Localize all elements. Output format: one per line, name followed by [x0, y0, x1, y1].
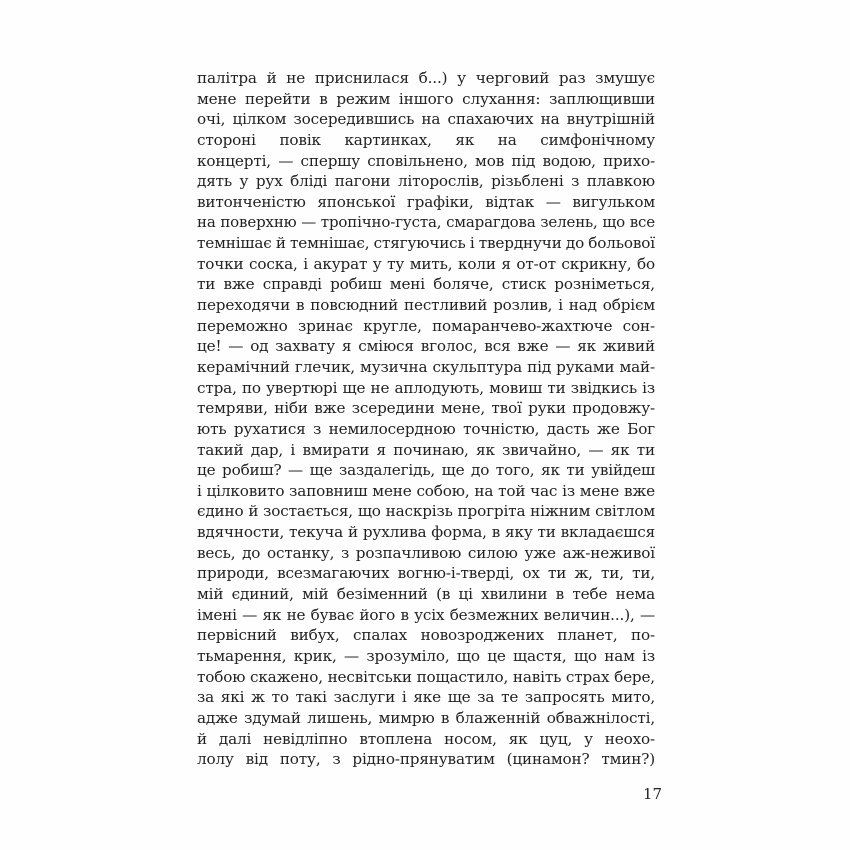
text-line: переможно зринає кругле, помаранчево-жахтюче сон-	[197, 316, 655, 335]
text-line: мене перейти в режим іншого слухання: заплющивши	[197, 89, 655, 108]
text-line: за які ж то такі заслуги і яке ще за те запросять мито,	[197, 688, 655, 707]
text-line: лолу від поту, з рідно-прянуватим (цинамон? тмин?)	[197, 750, 655, 769]
text-line: такий дар, і вмирати я починаю, як звичайно, — як ти	[197, 440, 655, 459]
text-line: тьмарення, крик, — зрозуміло, що це щастя, що нам із	[197, 646, 655, 665]
text-line: стра, по увертюрі ще не аплодують, мовиш ти звідкись із	[197, 378, 655, 397]
text-line: єдино й зостається, що наскрізь прогріта ніжним світлом	[197, 502, 655, 521]
text-line: витонченістю японської графіки, відтак — вигульком	[197, 192, 655, 211]
text-line: весь, до останку, з розпачливою силою уже аж-неживої	[197, 543, 655, 562]
text-line: стороні повік картинках, як на симфонічному	[197, 130, 655, 149]
text-line: керамічний глечик, музична скульптура під руками май-	[197, 357, 655, 376]
text-line: точки соска, і акурат у ту мить, коли я от-от скрикну, бо	[197, 254, 655, 273]
text-line: це! — од захвату я сміюся вголос, вся вже — як живий	[197, 337, 655, 356]
text-line: переходячи в повсюдний пестливий розлив, і над обрієм	[197, 296, 655, 315]
text-line: первісний вибух, спалах новозроджених планет, по-	[197, 626, 655, 645]
text-line: й далі невідлiпно втоплена носом, як цуц, у неохо-	[197, 729, 655, 748]
text-line: дять у рух бліді пагони літорослів, різьблені з плавкою	[197, 172, 655, 191]
text-line: природи, всезмагаючих вогню-і-тверді, ох ти ж, ти, ти,	[197, 564, 655, 583]
text-line: темнішає й темнішає, стягуючись і тверднучи до больової	[197, 234, 655, 253]
text-line: і цілковито заповниш мене собою, на той час із мене вже	[197, 481, 655, 500]
text-line: тобою скажено, несвітськи пощастило, навіть страх бере,	[197, 667, 655, 686]
body-text	[197, 68, 655, 770]
text-line: вдячности, текуча й рухлива форма, в яку ти вкладаєшся	[197, 523, 655, 542]
text-line: мій єдиний, мій безіменний (в ці хвилини в тебе нема	[197, 585, 655, 604]
text-line: імені — як не буває його в усіх безмежних величин...), —	[197, 605, 655, 624]
text-line: адже здумай лишень, мимрю в блаженній обважнілості,	[197, 708, 655, 727]
text-line: ти вже справді робиш мені боляче, стиск розніметься,	[197, 275, 655, 294]
text-line: концерті, — спершу сповільнено, мов під водою, прихо-	[197, 151, 655, 170]
text-line: палітра й не приснилася б...) у черговий раз змушує	[197, 69, 655, 87]
text-line: ють рухатися з немилосердною точністю, дасть же Бог	[197, 419, 655, 438]
text-line: очі, цілком зосередившись на спахаючих на внутрішній	[197, 110, 655, 129]
text-line: це робиш? — ще заздалегідь, ще до того, як ти увійдеш	[197, 461, 655, 480]
text-line: темряви, ніби вже зсередини мене, твої руки продовжу-	[197, 399, 655, 418]
text-line: на поверхню — тропічно-густа, смарагдова зелень, що все	[197, 213, 655, 232]
page-number: 17	[643, 785, 663, 803]
